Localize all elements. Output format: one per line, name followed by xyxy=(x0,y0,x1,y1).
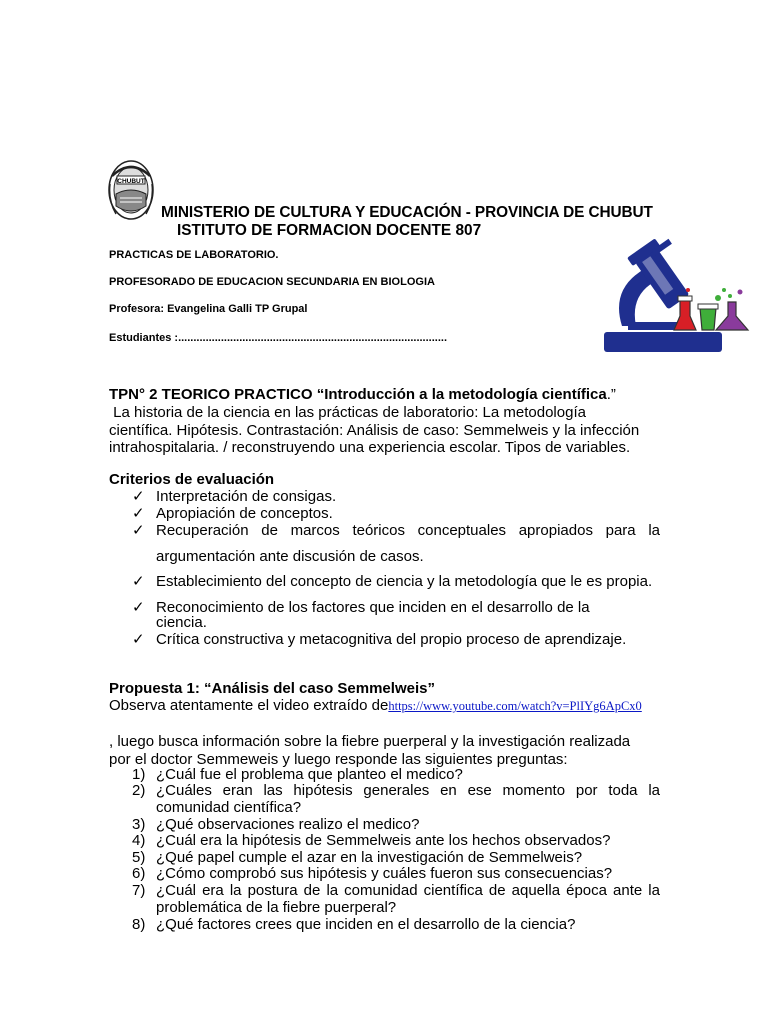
checkmark-icon: ✓ xyxy=(132,488,145,505)
checkmark-icon: ✓ xyxy=(132,522,145,539)
checkmark-icon: ✓ xyxy=(132,505,145,522)
institute-heading: ISTITUTO DE FORMACION DOCENTE 807 xyxy=(177,222,482,239)
propuesta-heading: Propuesta 1: “Análisis del caso Semmelweis” xyxy=(109,680,435,697)
ministry-heading: MINISTERIO DE CULTURA Y EDUCACIÓN - PROVINCIA DE CHUBUT xyxy=(161,204,653,221)
tpn-para-line: intrahospitalaria. / reconstruyendo una experiencia escolar. Tipos de variables. xyxy=(109,439,631,456)
tpn-para-line: La historia de la ciencia en las prácticas de laboratorio: La metodología xyxy=(109,404,586,421)
observa-text: Observa atentamente el video extraído de xyxy=(109,697,389,714)
seal-text: CHUBUT xyxy=(117,178,145,185)
checkmark-icon: ✓ xyxy=(132,599,145,616)
tpn-para-line: científica. Hipótesis. Contrastación: Análisis de caso: Semmelweis y la infección xyxy=(109,421,640,439)
estudiantes-field: Estudiantes :........................................................................................ xyxy=(109,332,448,344)
intro-line: por el doctor Semmeweis y luego responde las siguientes preguntas: xyxy=(109,750,568,768)
tpn-title-end: .” xyxy=(606,386,616,403)
tpn-title-main: “Introducción a la metodología científica xyxy=(316,386,607,403)
intro-line: , luego busca información sobre la fiebre puerperal y la investigación realizada xyxy=(109,733,631,750)
profesora-label: Profesora: Evangelina Galli TP Grupal xyxy=(109,303,308,315)
tpn-description xyxy=(109,404,664,457)
checkmark-icon: ✓ xyxy=(132,573,145,590)
tpn-title-prefix: TPN° 2 TEORICO PRACTICO xyxy=(109,386,317,403)
chubut-seal-icon xyxy=(106,156,156,222)
practicas-label: PRACTICAS DE LABORATORIO. xyxy=(109,249,279,261)
propuesta-intro xyxy=(109,733,659,768)
observa-line xyxy=(109,697,642,714)
profesorado-label: PROFESORADO DE EDUCACION SECUNDARIA EN BIOLOGIA xyxy=(109,276,435,288)
video-link[interactable]: https://www.youtube.com/watch?v=PlIYg6ApCx0 xyxy=(388,699,642,713)
checkmark-icon: ✓ xyxy=(132,631,145,648)
microscope-lab-icon xyxy=(588,238,764,356)
criterios-heading: Criterios de evaluación xyxy=(109,471,275,488)
tpn-title xyxy=(109,386,616,403)
